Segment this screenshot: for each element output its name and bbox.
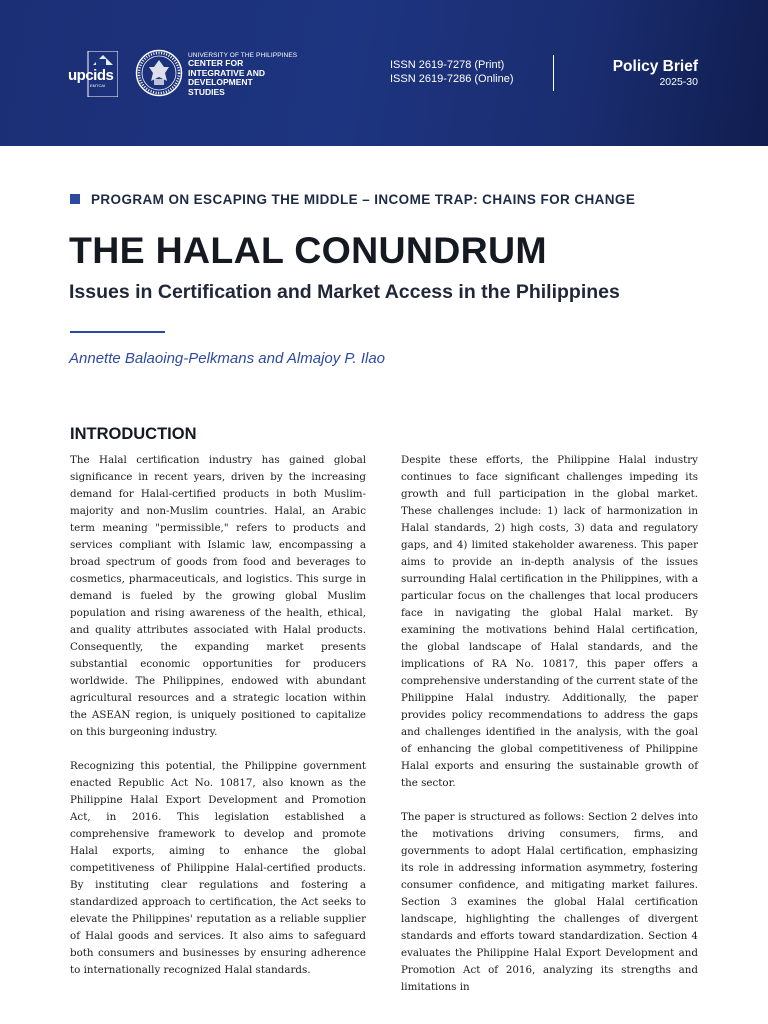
header-banner [0,0,768,146]
upcids-logo-subtext: EMTCAI [90,83,106,88]
policy-brief-label [613,57,698,89]
authors: Annette Balaoing-Pelkmans and Almajoy P. Ilao [69,350,386,367]
program-label [70,192,635,207]
issn-block [390,58,514,86]
body-paragraph: Despite these efforts, the Philippine Halal industry continues to face significant challenges impeding its growth and full participation in the global market. These challenges include: 1) lack of harmonization in Halal standards, 2) high costs, 3) data and regulatory gaps, and 4) limited stakeholder awareness. This paper aims to provide an in-depth analysis of the issues surrounding Halal certification in the Philippines, with a particular focus on the challenges that local producers face in navigating the global Halal market. By examining the motivations behind Halal certification, the global landscape of Halal standards, and the implications of RA No. 10817, this paper offers a comprehensive understanding of the current state of the Philippine Halal industry. Additionally, the paper provides policy recommendations to address the gaps and challenges identified in the analysis, with the goal of enhancing the global competitiveness of Philippine Halal exports and ensuring the sustainable growth of the sector. [401,454,698,789]
university-name: UNIVERSITY OF THE PHILIPPINES [188,52,298,59]
center-name-line: STUDIES [188,86,225,97]
title-rule [70,331,165,333]
issn-online: ISSN 2619-7286 (Online) [390,73,514,85]
page-subtitle: Issues in Certification and Market Access in the Philippines [69,281,620,303]
upcids-logo-text: upcids [68,67,114,84]
right-column [401,452,698,1013]
left-column [70,452,366,996]
header-divider [553,55,554,91]
square-bullet-icon [70,194,80,204]
program-name: PROGRAM ON ESCAPING THE MIDDLE – INCOME TRAP: CHAINS FOR CHANGE [91,192,636,207]
upcids-logo [68,51,118,97]
document-type: Policy Brief [612,58,698,75]
center-name-line: INTEGRATIVE AND [188,67,265,78]
issn-print: ISSN 2619-7278 (Print) [390,59,505,71]
page-title: THE HALAL CONUNDRUM [69,229,547,271]
document-number: 2025-30 [659,76,698,88]
center-name-line: DEVELOPMENT [188,77,253,87]
body-paragraph: The paper is structured as follows: Section 2 delves into the motivations driving consumers, firms, and governments to adopt Halal certification, emphasizing its role in addressing information asymmetry, fostering consumer confidence, and mitigating market failures. Section 3 examines the global Halal certification landscape, highlighting the challenges of divergent standards and efforts toward standardization. Section 4 evaluates the Philippine Halal Export Development and Promotion Act of 2016, analyzing its strengths and limitations in [401,811,698,993]
body-paragraph: The Halal certification industry has gained global significance in recent years, driven by the increasing demand for Halal-certified products in both Muslim-majority and non-Muslim countries. Halal, an Arabic term meaning "permissible," refers to products and services compliant with Islamic law, encompassing a broad spectrum of goods from food and beverages to cosmetics, pharmaceuticals, and logistics. This surge in demand is fueled by the growing global Muslim population and rising awareness of the health, ethical, and quality attributes associated with Halal products. Consequently, the expanding market presents substantial economic opportunities for producers worldwide. The Philippines, endowed with abundant agricultural resources and a strategic location within the ASEAN region, is uniquely positioned to capitalize on this burgeoning industry. [70,454,366,738]
center-name-line: CENTER FOR [188,58,244,68]
section-heading: INTRODUCTION [70,425,197,443]
center-name [188,52,297,97]
body-paragraph: Recognizing this potential, the Philippine government enacted Republic Act No. 10817, also known as the Philippine Halal Export Development and Promotion Act, in 2016. This legislation established a comprehensive framework to develop and promote Halal exports, aiming to enhance the global competitiveness of Philippine Halal-certified products. By instituting clear regulations and fostering a standardized approach to certification, the Act seeks to elevate the Philippines' reputation as a reliable supplier of Halal goods and services. It also aims to safeguard both consumers and businesses by ensuring adherence to internationally recognized Halal standards. [70,760,366,976]
university-seal-icon [135,49,183,97]
